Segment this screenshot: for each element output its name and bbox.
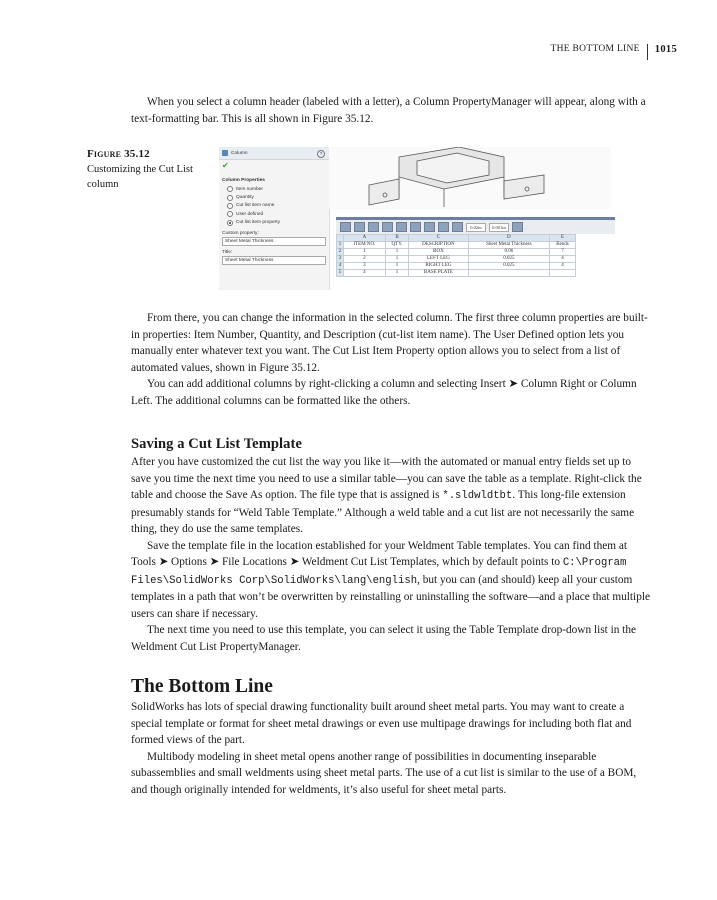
radio-icon[interactable]	[227, 186, 233, 192]
cell[interactable]: BOX	[409, 249, 469, 256]
text-run: . This long-file extension presumably stands for “Weld Table Template.” Although a weld table and a cut list are not necessarily the same thing, they do use the same templates.	[131, 489, 635, 535]
file-extension: *.sldwldtbt	[442, 490, 513, 502]
row-number[interactable]: 1	[337, 242, 344, 249]
pm-title: Column	[231, 150, 248, 156]
cell-padding-field-2[interactable]: 0.001in	[489, 223, 509, 232]
cell[interactable]: 4	[549, 256, 575, 263]
cut-list-table	[336, 234, 576, 277]
heading-text: The Bottom Line	[131, 676, 273, 697]
cell[interactable]: 1	[385, 263, 408, 270]
row-number[interactable]: 3	[337, 256, 344, 263]
paragraph: You can add additional columns by right-clicking a column and selecting Insert ➤ Column Right or Column Left. The additional columns can be formatted like the others.	[131, 378, 637, 407]
paragraph: The next time you need to use this template, you can select it using the Table Template drop-down list in the Weldment Cut List PropertyManager.	[131, 624, 636, 653]
option-label: Cut list item property	[236, 220, 280, 226]
text-run: , but you can (and should) keep all your custom templates in a path that won’t be overwritten by reinstalling or uninstalling the software—and a place that multiple users can share if necessary.	[131, 573, 650, 620]
symbol-icon[interactable]	[410, 222, 421, 232]
align-right-icon[interactable]	[382, 222, 393, 232]
column-header-d[interactable]: D	[468, 235, 549, 242]
fill-icon[interactable]	[452, 222, 463, 232]
heading-text: Saving a Cut List Template	[131, 436, 302, 452]
header-cell[interactable]: QTY.	[385, 242, 408, 249]
cell[interactable]: 0.025	[468, 256, 549, 263]
model-view	[329, 147, 611, 209]
default-path: C:\Program Files\SolidWorks Corp\SolidWorks\lang\english	[131, 557, 627, 587]
text-run: After you have customized the cut list the way you like it—with the automated or manual entry fields set up to save you time the next time you need to use a similar table—you can save the table as a template. Right-click the table and choose the Save As option. The file type that is assigned is	[131, 456, 642, 501]
table-row	[337, 263, 576, 270]
cell[interactable]: 1	[385, 256, 408, 263]
column-letter-row	[337, 235, 576, 242]
paragraph	[131, 454, 651, 538]
table-header-row	[337, 242, 576, 249]
option-cut-list-item-name[interactable]	[219, 202, 329, 210]
paragraph: Multibody modeling in sheet metal opens another range of possibilities in documenting inseparable subassemblies and small weldments using sheet metal parts. The use of a cut list is similar to the use of a BOM, and though originally intended for weldments, it’s also useful for sheet metal parts.	[131, 750, 637, 796]
table-row	[337, 249, 576, 256]
header-cell[interactable]: Bends	[549, 242, 575, 249]
cell[interactable]: 4	[549, 263, 575, 270]
title-input[interactable]: Sheet Metal Thickness	[222, 256, 326, 265]
cell[interactable]: 1	[385, 270, 408, 277]
cell[interactable]: 0.06	[468, 249, 549, 256]
header-divider	[647, 44, 648, 60]
sheet-metal-model	[329, 147, 611, 209]
cell[interactable]: 1	[385, 249, 408, 256]
running-head	[551, 41, 678, 57]
header-cell[interactable]: ITEM NO.	[344, 242, 386, 249]
table-format-icon[interactable]	[340, 222, 351, 232]
cell[interactable]: 4	[344, 270, 386, 277]
merge-icon[interactable]	[438, 222, 449, 232]
row-number[interactable]: 2	[337, 249, 344, 256]
cell[interactable]: RIGHT LEG	[409, 263, 469, 270]
column-icon	[222, 150, 228, 156]
align-left-icon[interactable]	[354, 222, 365, 232]
radio-icon[interactable]	[227, 203, 233, 209]
section-heading-bottom-line	[131, 676, 273, 698]
row-number[interactable]: 4	[337, 263, 344, 270]
row-number[interactable]: 5	[337, 270, 344, 277]
title-label: Title:	[222, 249, 233, 255]
option-label: Item number	[236, 186, 263, 192]
figure-caption-text: Customizing the Cut List column	[87, 164, 193, 190]
page-number: 1015	[654, 43, 677, 55]
custom-property-select[interactable]: Sheet Metal Thickness	[222, 237, 326, 246]
text-run: Save the template file in the location established for your Weldment Table templates. You can find them at Tools ➤ Options ➤ File Locations ➤ Weldment Cut List Templates, which by default points to	[131, 539, 628, 568]
text-formatting-bar	[336, 217, 615, 234]
cell[interactable]: BASE PLATE	[409, 270, 469, 277]
column-properties-text	[131, 310, 651, 409]
intro-paragraph: When you select a column header (labeled with a letter), a Column PropertyManager will appear, along with a text-formatting bar. This is all shown in Figure 35.12.	[131, 96, 646, 125]
cell[interactable]: 1	[344, 249, 386, 256]
option-item-number[interactable]	[219, 185, 329, 193]
cell-padding-field-1[interactable]: 0.02in	[466, 223, 486, 232]
option-label: User defined	[236, 211, 264, 217]
column-header-b[interactable]: B	[385, 235, 408, 242]
table-row	[337, 256, 576, 263]
column-header-e[interactable]: E	[549, 235, 575, 242]
header-cell[interactable]: DESCRIPTION	[409, 242, 469, 249]
option-label: Quantity	[236, 195, 254, 201]
header-cell[interactable]: Sheet Metal Thickness	[468, 242, 549, 249]
align-center-icon[interactable]	[368, 222, 379, 232]
template-section-text	[131, 454, 651, 655]
option-user-defined[interactable]	[219, 210, 329, 218]
paragraph	[131, 538, 651, 623]
option-label: Cut list item name	[236, 203, 275, 209]
cell[interactable]: 3	[344, 263, 386, 270]
paragraph: From there, you can change the information in the selected column. The first three column properties are built-in properties: Item Number, Quantity, and Description (cut-list item name). The User Defined option lets you manually enter whatever text you want. The Cut List Item Property option allows you to select from a list of automated values, shown in Figure 35.12.	[131, 312, 648, 374]
radio-icon[interactable]	[227, 211, 233, 217]
pm-header	[219, 147, 329, 160]
corner-cell	[337, 235, 344, 242]
paragraph: SolidWorks has lots of special drawing functionality built around sheet metal parts. You may want to create a special template or format for sheet metal drawings or even use multipage drawings for including both flat and formed views of the part.	[131, 701, 632, 746]
cell[interactable]	[549, 270, 575, 277]
option-quantity[interactable]	[219, 193, 329, 201]
radio-icon[interactable]	[227, 195, 233, 201]
figure-label: Figure 35.12	[87, 148, 150, 160]
column-header-a[interactable]: A	[344, 235, 386, 242]
help-icon[interactable]: ?	[317, 150, 325, 158]
column-property-manager	[219, 147, 330, 290]
option-cut-list-item-property[interactable]	[219, 219, 329, 227]
cell[interactable]: LEFT LEG	[409, 256, 469, 263]
radio-selected-icon[interactable]	[227, 220, 233, 226]
column-header-c[interactable]: C	[409, 235, 469, 242]
chapter-title: THE BOTTOM LINE	[550, 44, 640, 54]
border-icon[interactable]	[424, 222, 435, 232]
figure-caption	[87, 147, 199, 192]
cell[interactable]: 2	[344, 256, 386, 263]
cell[interactable]	[468, 270, 549, 277]
ok-check-icon[interactable]: ✔	[222, 161, 229, 170]
cell[interactable]: 0.025	[468, 263, 549, 270]
section-heading-template	[131, 436, 302, 453]
font-icon[interactable]	[396, 222, 407, 232]
settings-icon[interactable]	[512, 222, 523, 232]
cell[interactable]: 7	[549, 249, 575, 256]
bottom-line-text	[131, 699, 651, 798]
custom-property-label: Custom property:	[222, 230, 259, 236]
table-row	[337, 270, 576, 277]
pm-group-title: Column Properties	[222, 178, 265, 183]
